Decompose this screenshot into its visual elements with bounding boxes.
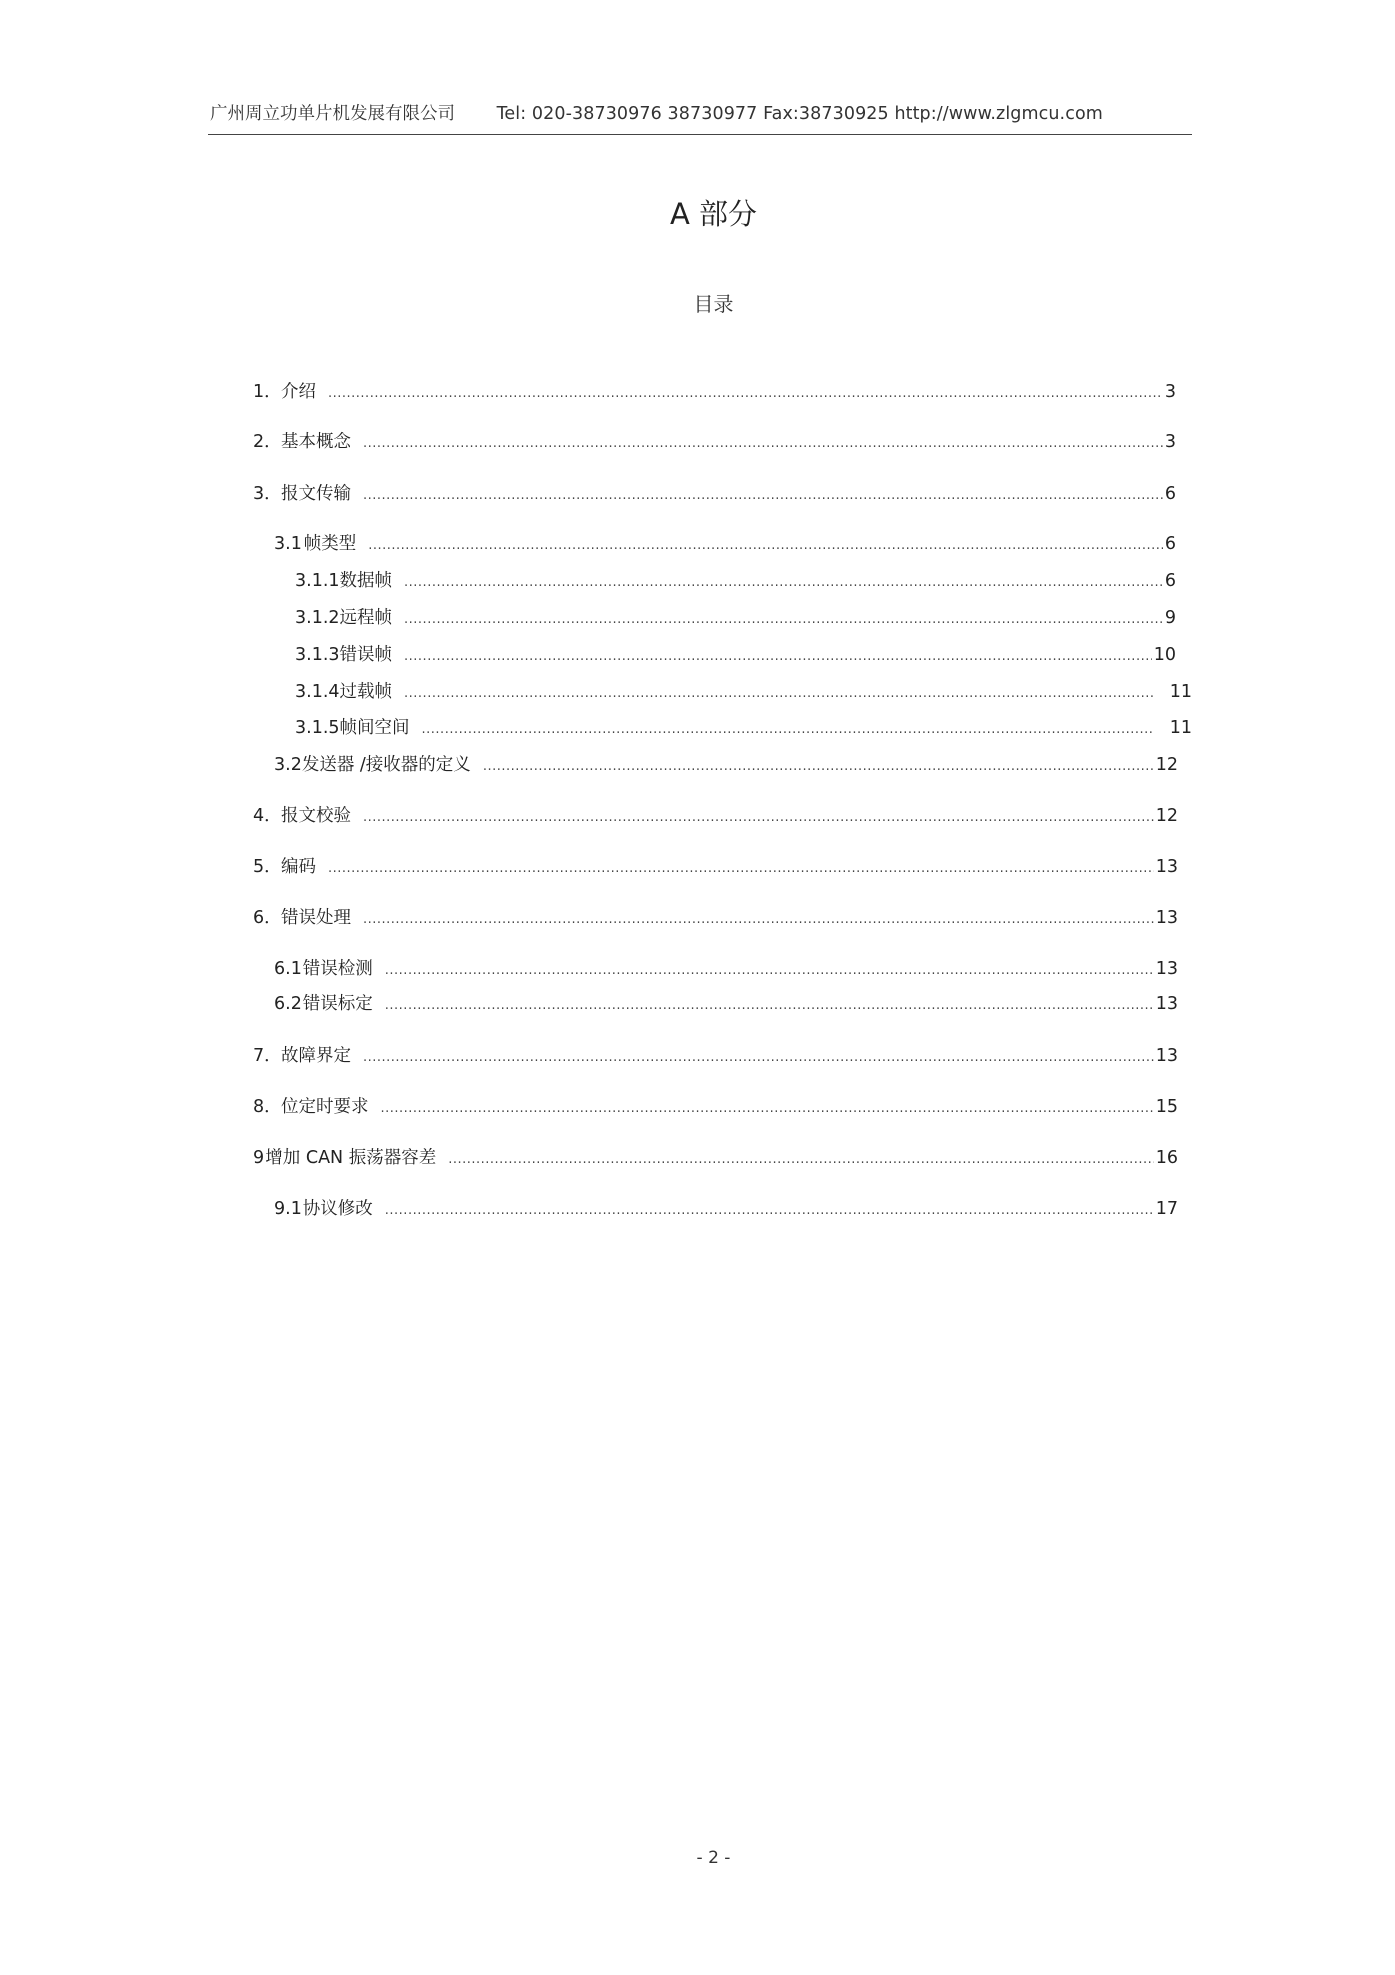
toc-entry-number: 3.1.4 <box>295 682 340 702</box>
page-header <box>210 100 1190 125</box>
toc-leader-dots <box>385 963 1154 978</box>
toc-entry-page: 13 <box>1155 994 1178 1014</box>
toc-leader-dots <box>385 998 1154 1013</box>
toc-entry-page: 11 <box>1169 718 1192 738</box>
toc-entry[interactable] <box>253 428 1176 453</box>
toc-entry[interactable] <box>274 751 1178 776</box>
toc-entry-label: 错误帧 <box>339 645 393 665</box>
toc-entry-page: 6 <box>1164 484 1176 504</box>
toc-entry-page: 17 <box>1155 1199 1178 1219</box>
page-number: - 2 - <box>696 1848 731 1868</box>
toc-entry-page: 3 <box>1164 432 1176 452</box>
toc-leader-dots <box>483 759 1154 774</box>
toc-entry-label: 过载帧 <box>339 682 393 702</box>
page-title: A 部分 <box>669 197 758 231</box>
toc-entry-page: 13 <box>1155 857 1178 877</box>
toc-entry[interactable] <box>274 530 1176 555</box>
toc-entry[interactable] <box>253 1042 1178 1067</box>
toc-entry-label: 介绍 <box>281 382 316 402</box>
toc-entry-page: 10 <box>1153 645 1176 665</box>
toc-leader-dots <box>363 488 1163 503</box>
toc-entry-label: 帧间空间 <box>339 718 410 738</box>
toc-entry-page: 16 <box>1155 1148 1178 1168</box>
toc-entry-label: 故障界定 <box>281 1046 351 1066</box>
company-name: 广州周立功单片机发展有限公司 <box>210 104 455 124</box>
toc-entry-number: 6.1 <box>274 959 302 979</box>
toc-entry[interactable] <box>295 604 1176 629</box>
toc-leader-dots <box>328 861 1154 876</box>
toc-leader-dots <box>381 1101 1154 1116</box>
toc-leader-dots <box>363 810 1154 825</box>
toc-entry[interactable] <box>295 641 1176 666</box>
toc-entry-number: 8． <box>253 1097 282 1117</box>
toc-entry[interactable] <box>253 1144 1178 1169</box>
toc-entry-number: 3.1.2 <box>295 608 340 628</box>
toc-leader-dots <box>404 575 1163 590</box>
toc-leader-dots <box>368 538 1163 553</box>
toc-entry[interactable] <box>295 678 1192 703</box>
toc-entry-label: 数据帧 <box>339 571 393 591</box>
toc-entry-number: 2． <box>253 432 282 452</box>
toc-entry-number: 9 <box>253 1148 265 1168</box>
toc-leader-dots <box>328 386 1163 401</box>
toc-entry-page: 6 <box>1164 534 1176 554</box>
toc-entry-label: 报文校验 <box>281 806 351 826</box>
toc-leader-dots <box>385 1203 1154 1218</box>
toc-entry-label: 远程帧 <box>339 608 393 628</box>
toc-entry[interactable] <box>253 802 1178 827</box>
toc-entry-number: 3.1 <box>274 534 302 554</box>
toc-entry-number: 4． <box>253 806 282 826</box>
toc-entry-label: 帧类型 <box>303 534 357 554</box>
toc-entry-page: 12 <box>1155 806 1178 826</box>
toc-entry-page: 3 <box>1164 382 1176 402</box>
toc-entry-label: 协议修改 <box>302 1199 373 1219</box>
toc-entry-number: 3.2 <box>274 755 302 775</box>
toc-entry-page: 13 <box>1155 908 1178 928</box>
toc-entry-label: 位定时要求 <box>281 1097 369 1117</box>
toc-leader-dots <box>363 912 1154 927</box>
toc-entry-number: 7． <box>253 1046 282 1066</box>
toc-entry-number: 3.1.5 <box>295 718 340 738</box>
toc-entry-label: 错误检测 <box>302 959 373 979</box>
toc-heading: 目录 <box>693 292 734 316</box>
toc-entry[interactable] <box>274 990 1178 1015</box>
toc-entry[interactable] <box>295 714 1192 739</box>
toc-leader-dots <box>363 1050 1154 1065</box>
toc-entry-label: 发送器 /接收器的定义 <box>301 755 471 775</box>
toc-leader-dots <box>422 722 1154 737</box>
toc-entry[interactable] <box>274 1195 1178 1220</box>
toc-entry-number: 6． <box>253 908 282 928</box>
toc-entry-label: 增加 CAN 振荡器容差 <box>265 1148 437 1168</box>
toc-entry-number: 6.2 <box>274 994 302 1014</box>
toc-entry-page: 12 <box>1155 755 1178 775</box>
header-divider <box>208 134 1192 135</box>
toc-entry-number: 5． <box>253 857 282 877</box>
toc-entry[interactable] <box>274 955 1178 980</box>
toc-entry[interactable] <box>253 1093 1178 1118</box>
toc-entry-page: 13 <box>1155 1046 1178 1066</box>
toc-entry-label: 报文传输 <box>281 484 351 504</box>
toc-entry[interactable] <box>253 378 1176 403</box>
toc-leader-dots <box>404 649 1152 664</box>
toc-leader-dots <box>404 612 1163 627</box>
toc-entry[interactable] <box>295 567 1176 592</box>
toc-entry[interactable] <box>253 904 1178 929</box>
toc-entry-page: 9 <box>1164 608 1176 628</box>
contact-info: Tel: 020-38730976 38730977 Fax:38730925 http://www.zlgmcu.com <box>496 104 1103 124</box>
toc-entry-label: 基本概念 <box>281 432 351 452</box>
toc-entry-page: 13 <box>1155 959 1178 979</box>
toc-entry-number: 3.1.1 <box>295 571 340 591</box>
toc-entry-label: 错误标定 <box>302 994 373 1014</box>
toc-leader-dots <box>363 436 1163 451</box>
toc-entry-label: 编码 <box>281 857 316 877</box>
toc-entry-label: 错误处理 <box>281 908 351 928</box>
toc-entry-number: 3.1.3 <box>295 645 340 665</box>
toc-entry-page: 11 <box>1169 682 1192 702</box>
toc-entry-page: 15 <box>1155 1097 1178 1117</box>
toc-entry[interactable] <box>253 853 1178 878</box>
toc-entry-number: 3． <box>253 484 282 504</box>
toc-leader-dots <box>448 1152 1154 1167</box>
toc-leader-dots <box>404 686 1154 701</box>
toc-entry[interactable] <box>253 480 1176 505</box>
toc-entry-number: 9.1 <box>274 1199 302 1219</box>
toc-entry-number: 1． <box>253 382 282 402</box>
toc-entry-page: 6 <box>1164 571 1176 591</box>
